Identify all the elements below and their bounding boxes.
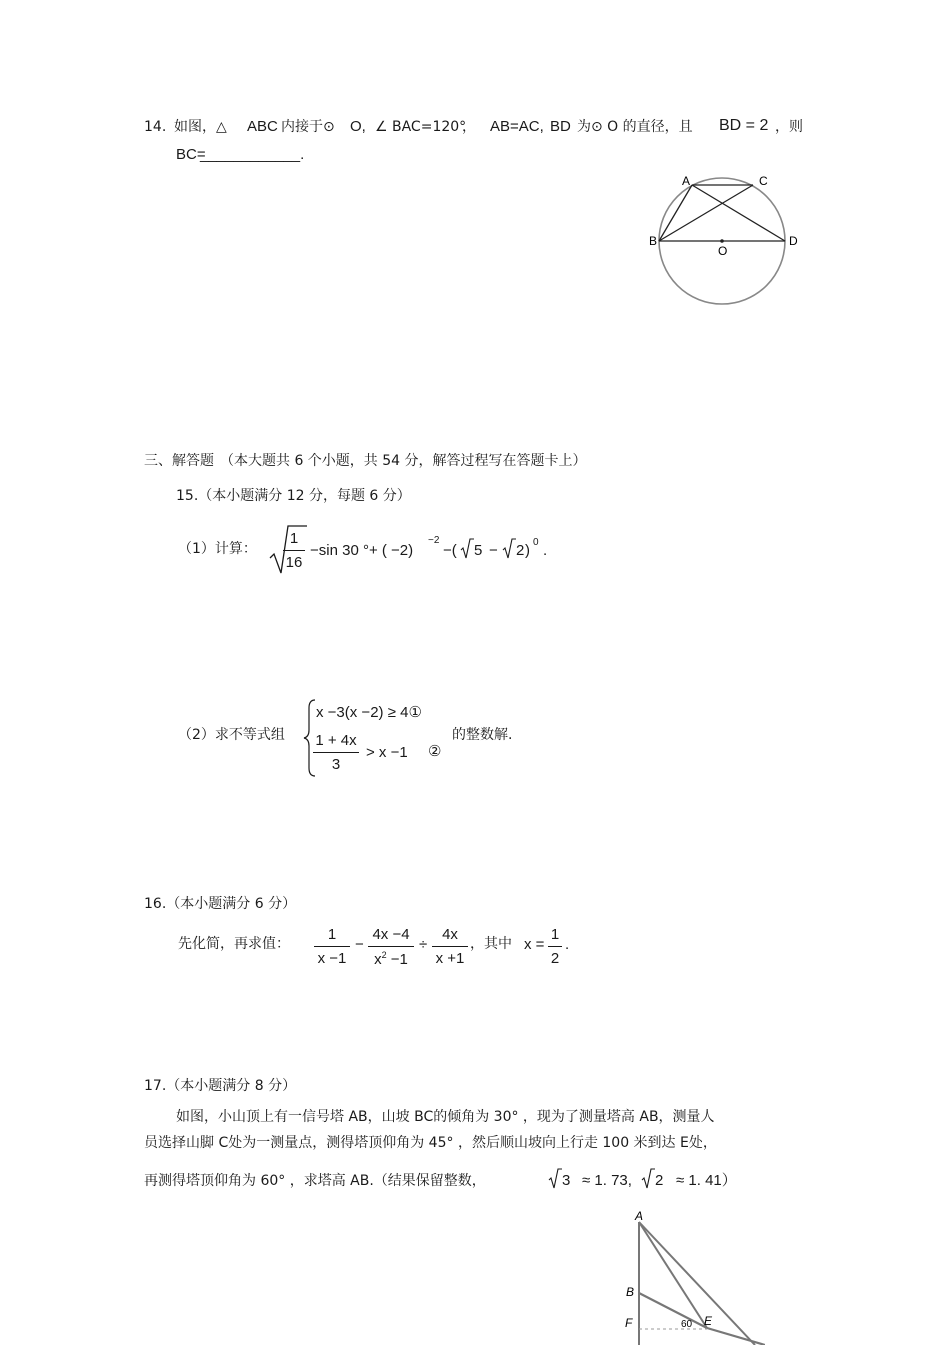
q14-text-1: 如图，△ bbox=[174, 119, 227, 135]
label-o: O bbox=[718, 244, 728, 258]
q15-period: . bbox=[543, 542, 548, 559]
q14-text-3: 为⊙ O 的直径，且 bbox=[577, 119, 693, 135]
sightline-ae bbox=[639, 1222, 707, 1328]
label-c: C bbox=[759, 174, 768, 188]
q14-circle-figure bbox=[640, 170, 800, 310]
q14-triangle-abc: ABC bbox=[247, 118, 278, 135]
q17-line-1: 如图，小山顶上有一信号塔 AB，山坡 BC的倾角为 30° ，现为了测量塔高 AB，测量人 bbox=[176, 1109, 715, 1125]
xv-denominator: 2 bbox=[550, 950, 560, 967]
q15-header: 15.（本小题满分 12 分，每题 6 分） bbox=[176, 488, 411, 504]
label-a: A bbox=[635, 1209, 644, 1223]
f1-denominator: x −1 bbox=[317, 950, 347, 967]
q17-tower-figure bbox=[615, 1208, 765, 1345]
q16-period: . bbox=[565, 936, 570, 953]
q15-exponent-b: 0 bbox=[533, 537, 539, 548]
q15-part1-label: （1）计算： bbox=[178, 541, 257, 557]
q14-bd-value: BD = 2 bbox=[719, 117, 769, 134]
ineq2-numerator: 1 + 4x bbox=[315, 732, 357, 749]
q17-header: 17.（本小题满分 8 分） bbox=[144, 1078, 297, 1094]
q14-text-4: ，则 bbox=[775, 119, 803, 135]
q14-number: 14. bbox=[144, 119, 167, 135]
q16-fraction-2 bbox=[368, 927, 414, 967]
label-angle-60: 60 bbox=[681, 1319, 693, 1330]
q16-minus: − bbox=[355, 936, 364, 953]
q15-exponent-a: −2 bbox=[428, 535, 440, 546]
q15-sqrt-fraction bbox=[283, 531, 305, 570]
label-b: B bbox=[649, 234, 658, 248]
q15-inequality-2-fraction bbox=[313, 733, 359, 772]
q15-radical-5 bbox=[460, 538, 474, 560]
q14-comma: ， bbox=[462, 119, 476, 135]
label-e: E bbox=[704, 1314, 713, 1328]
q15-part2-tail: 的整数解. bbox=[452, 727, 513, 743]
f2-den-x: x bbox=[374, 951, 382, 968]
q15-inequality-1: x −3(x −2) ≥ 4① bbox=[316, 704, 422, 721]
q17-approx-1: ≈ 1. 73, bbox=[582, 1172, 632, 1189]
f2-den-exponent: 2 bbox=[381, 950, 387, 960]
q14-bc: BC= bbox=[176, 146, 206, 163]
label-f: F bbox=[625, 1316, 633, 1330]
sqrt-denominator: 16 bbox=[285, 554, 303, 571]
q16-fraction-3 bbox=[432, 927, 468, 966]
q15-expr-b: −( bbox=[443, 542, 457, 559]
chord-ab bbox=[659, 185, 692, 241]
q15-minus: − bbox=[489, 542, 498, 559]
center-point-o bbox=[720, 239, 724, 243]
sqrt-numerator: 1 bbox=[289, 530, 299, 547]
q17-radicand-3: 3 bbox=[562, 1172, 571, 1189]
ineq2-denominator: 3 bbox=[331, 756, 341, 773]
q14-text-2: 内接于⊙ bbox=[281, 119, 335, 135]
q15-radicand-5: 5 bbox=[474, 542, 483, 559]
q15-inequality-2-rest: > x −1 bbox=[366, 744, 408, 761]
f1-numerator: 1 bbox=[327, 926, 337, 943]
label-a: A bbox=[682, 174, 691, 188]
slope-continuation bbox=[707, 1328, 765, 1345]
q15-inequality-2-marker: ② bbox=[428, 743, 442, 760]
q14-angle-bac: ∠ BAC=120° bbox=[375, 119, 467, 135]
q17-line-2: 员选择山脚 C处为一测量点，测得塔顶仰角为 45° ，然后顺山坡向上行走 100 米到达 E处， bbox=[144, 1135, 717, 1151]
q16-where: ，其中 bbox=[470, 936, 512, 952]
q15-radicand-2: 2 bbox=[516, 542, 525, 559]
f2-denominator bbox=[368, 951, 414, 967]
q15-part2-label: （2）求不等式组 bbox=[178, 727, 285, 743]
xv-numerator: 1 bbox=[550, 926, 560, 943]
q15-expr-a: −sin 30 °+ ( −2) bbox=[310, 542, 414, 559]
q16-lead: 先化简，再求值： bbox=[178, 936, 290, 952]
f3-denominator: x +1 bbox=[435, 950, 465, 967]
f2-numerator: 4x −4 bbox=[372, 926, 410, 943]
q17-line-3: 再测得塔顶仰角为 60° ，求塔高 AB.（结果保留整数， bbox=[144, 1173, 486, 1189]
q14-ab-ac: AB=AC, bbox=[490, 118, 544, 135]
q16-header: 16.（本小题满分 6 分） bbox=[144, 896, 297, 912]
q15-paren-close: ) bbox=[525, 542, 530, 559]
section3-description: （本大题共 6 个小题，共 54 分，解答过程写在答题卡上） bbox=[220, 453, 587, 469]
q16-divide: ÷ bbox=[419, 936, 428, 953]
q17-radical-2 bbox=[641, 1168, 655, 1190]
q17-radical-3 bbox=[548, 1168, 562, 1190]
q15-radical-2 bbox=[502, 538, 516, 560]
f3-numerator: 4x bbox=[442, 926, 458, 943]
q16-x-value bbox=[548, 927, 562, 966]
f2-den-rest: −1 bbox=[390, 951, 408, 968]
q17-approx-2: ≈ 1. 41） bbox=[676, 1172, 737, 1189]
q16-fraction-1 bbox=[314, 927, 350, 966]
sightline-ac bbox=[639, 1222, 755, 1345]
q14-answer-blank: ____________. bbox=[200, 146, 305, 163]
section3-title: 三、解答题 bbox=[144, 453, 214, 469]
label-d: D bbox=[789, 234, 798, 248]
label-b: B bbox=[626, 1285, 635, 1299]
q14-circle-o: O, bbox=[350, 118, 366, 135]
q16-x-equals: x = bbox=[524, 936, 545, 953]
q17-radicand-2: 2 bbox=[655, 1172, 664, 1189]
q14-bd: BD bbox=[550, 118, 571, 135]
